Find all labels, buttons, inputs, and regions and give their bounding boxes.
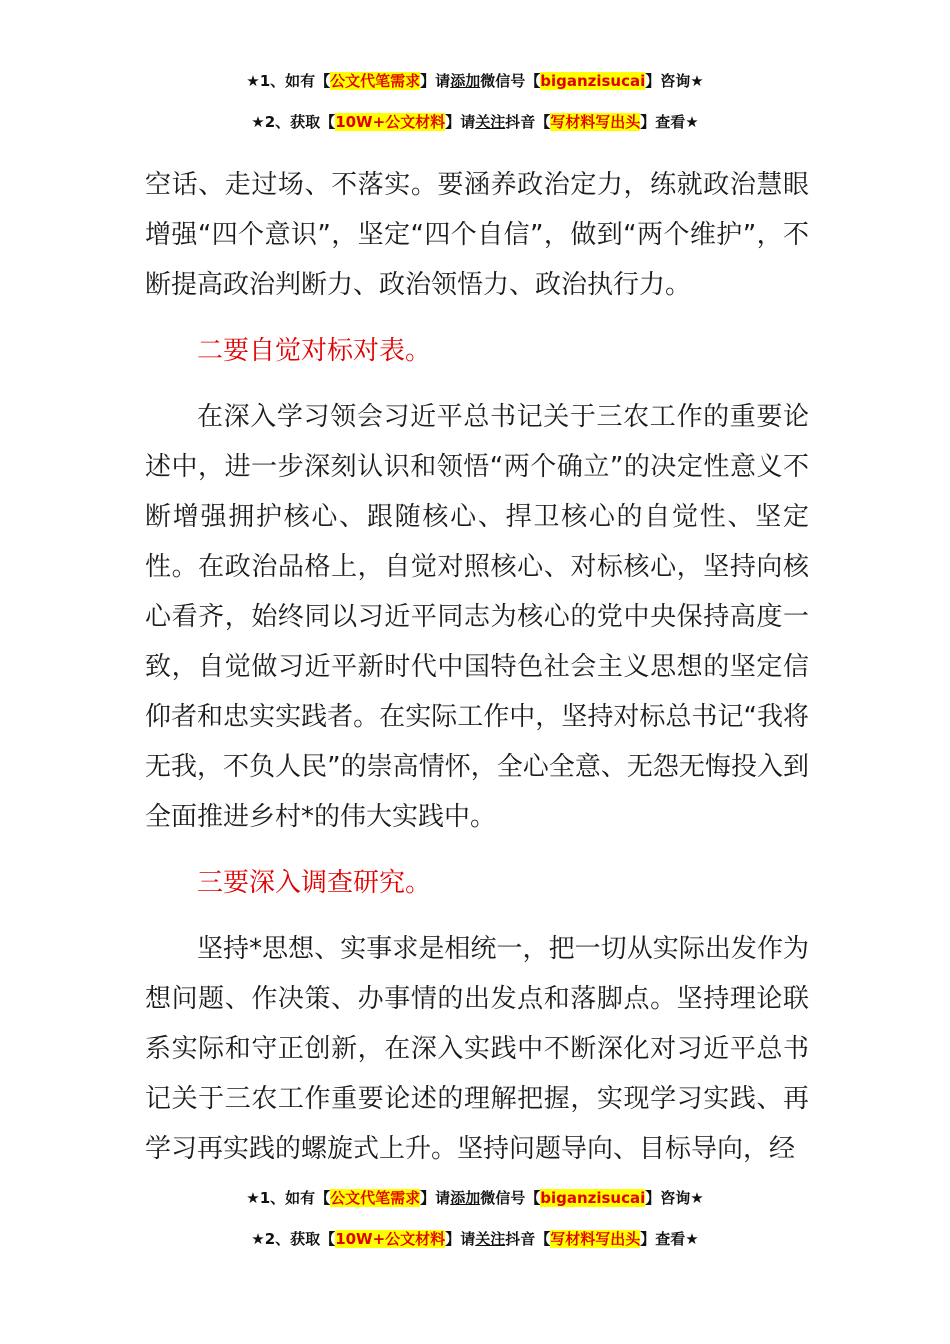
header-banner-line-1 [0,70,950,91]
footer-banner-line-1 [0,1187,950,1208]
paragraph: 坚持*思想、实事求是相统一，把一切从实际出发作为想问题、作决策、办事情的出发点和落脚点。坚持理论联系实际和守正创新，在深入实践中不断深化对习近平总书记关于三农工作重要论述的理解把握，实现学习实践、再学习再实践的螺旋式上升。坚持问题导向、目标导向，经 [145,934,809,1164]
banner-underline: 添加 [450,1189,481,1207]
banner-text: 】咨询★ [645,1189,704,1207]
section-heading: 三要深入调查研究。 [197,868,432,898]
banner-text: 】请 [420,72,451,90]
banner-highlight: biganzisucai [540,1189,646,1207]
banner-text: ★2、获取【 [251,113,336,131]
banner-text: 】请 [445,113,476,131]
banner-text: 抖音【 [505,1230,551,1248]
banner-highlight: 写材料写出头 [550,1230,641,1248]
banner-text: 微信号【 [480,1189,541,1207]
banner-highlight: 写材料写出头 [550,113,641,131]
document-body [145,160,809,1174]
banner-highlight: 10W+公文材料 [335,113,446,131]
banner-text: 】请 [420,1189,451,1207]
footer-banner-line-2 [0,1228,950,1249]
banner-underline: 添加 [450,72,481,90]
banner-text: ★1、如有【 [246,1189,331,1207]
banner-highlight: 公文代笔需求 [330,1189,421,1207]
banner-underline: 关注 [475,113,506,131]
banner-highlight: 公文代笔需求 [330,72,421,90]
banner-text: 】查看★ [640,1230,699,1248]
header-banner-line-2 [0,111,950,132]
banner-text: 抖音【 [505,113,551,131]
banner-text: 】请 [445,1230,476,1248]
banner-highlight: 10W+公文材料 [335,1230,446,1248]
section-heading: 二要自觉对标对表。 [197,336,432,366]
paragraph: 空话、走过场、不落实。要涵养政治定力，练就政治慧眼增强“四个意识”，坚定“四个自信”，做到“两个维护”，不断提高政治判断力、政治领悟力、政治执行力。 [145,170,809,300]
banner-text: 】咨询★ [645,72,704,90]
banner-text: 微信号【 [480,72,541,90]
banner-highlight: biganzisucai [540,72,646,90]
banner-underline: 关注 [475,1230,506,1248]
banner-text: ★2、获取【 [251,1230,336,1248]
banner-text: 】查看★ [640,113,699,131]
paragraph: 在深入学习领会习近平总书记关于三农工作的重要论述中，进一步深刻认识和领悟“两个确立”的决定性意义不断增强拥护核心、跟随核心、捍卫核心的自觉性、坚定性。在政治品格上，自觉对照核心、对标核心，坚持向核心看齐，始终同以习近平同志为核心的党中央保持高度一致，自觉做习近平新时代中国特色社会主义思想的坚定信仰者和忠实实践者。在实际工作中，坚持对标总书记“我将无我，不负人民”的崇高情怀，全心全意、无怨无悔投入到全面推进乡村*的伟大实践中。 [145,402,809,832]
banner-text: ★1、如有【 [246,72,331,90]
